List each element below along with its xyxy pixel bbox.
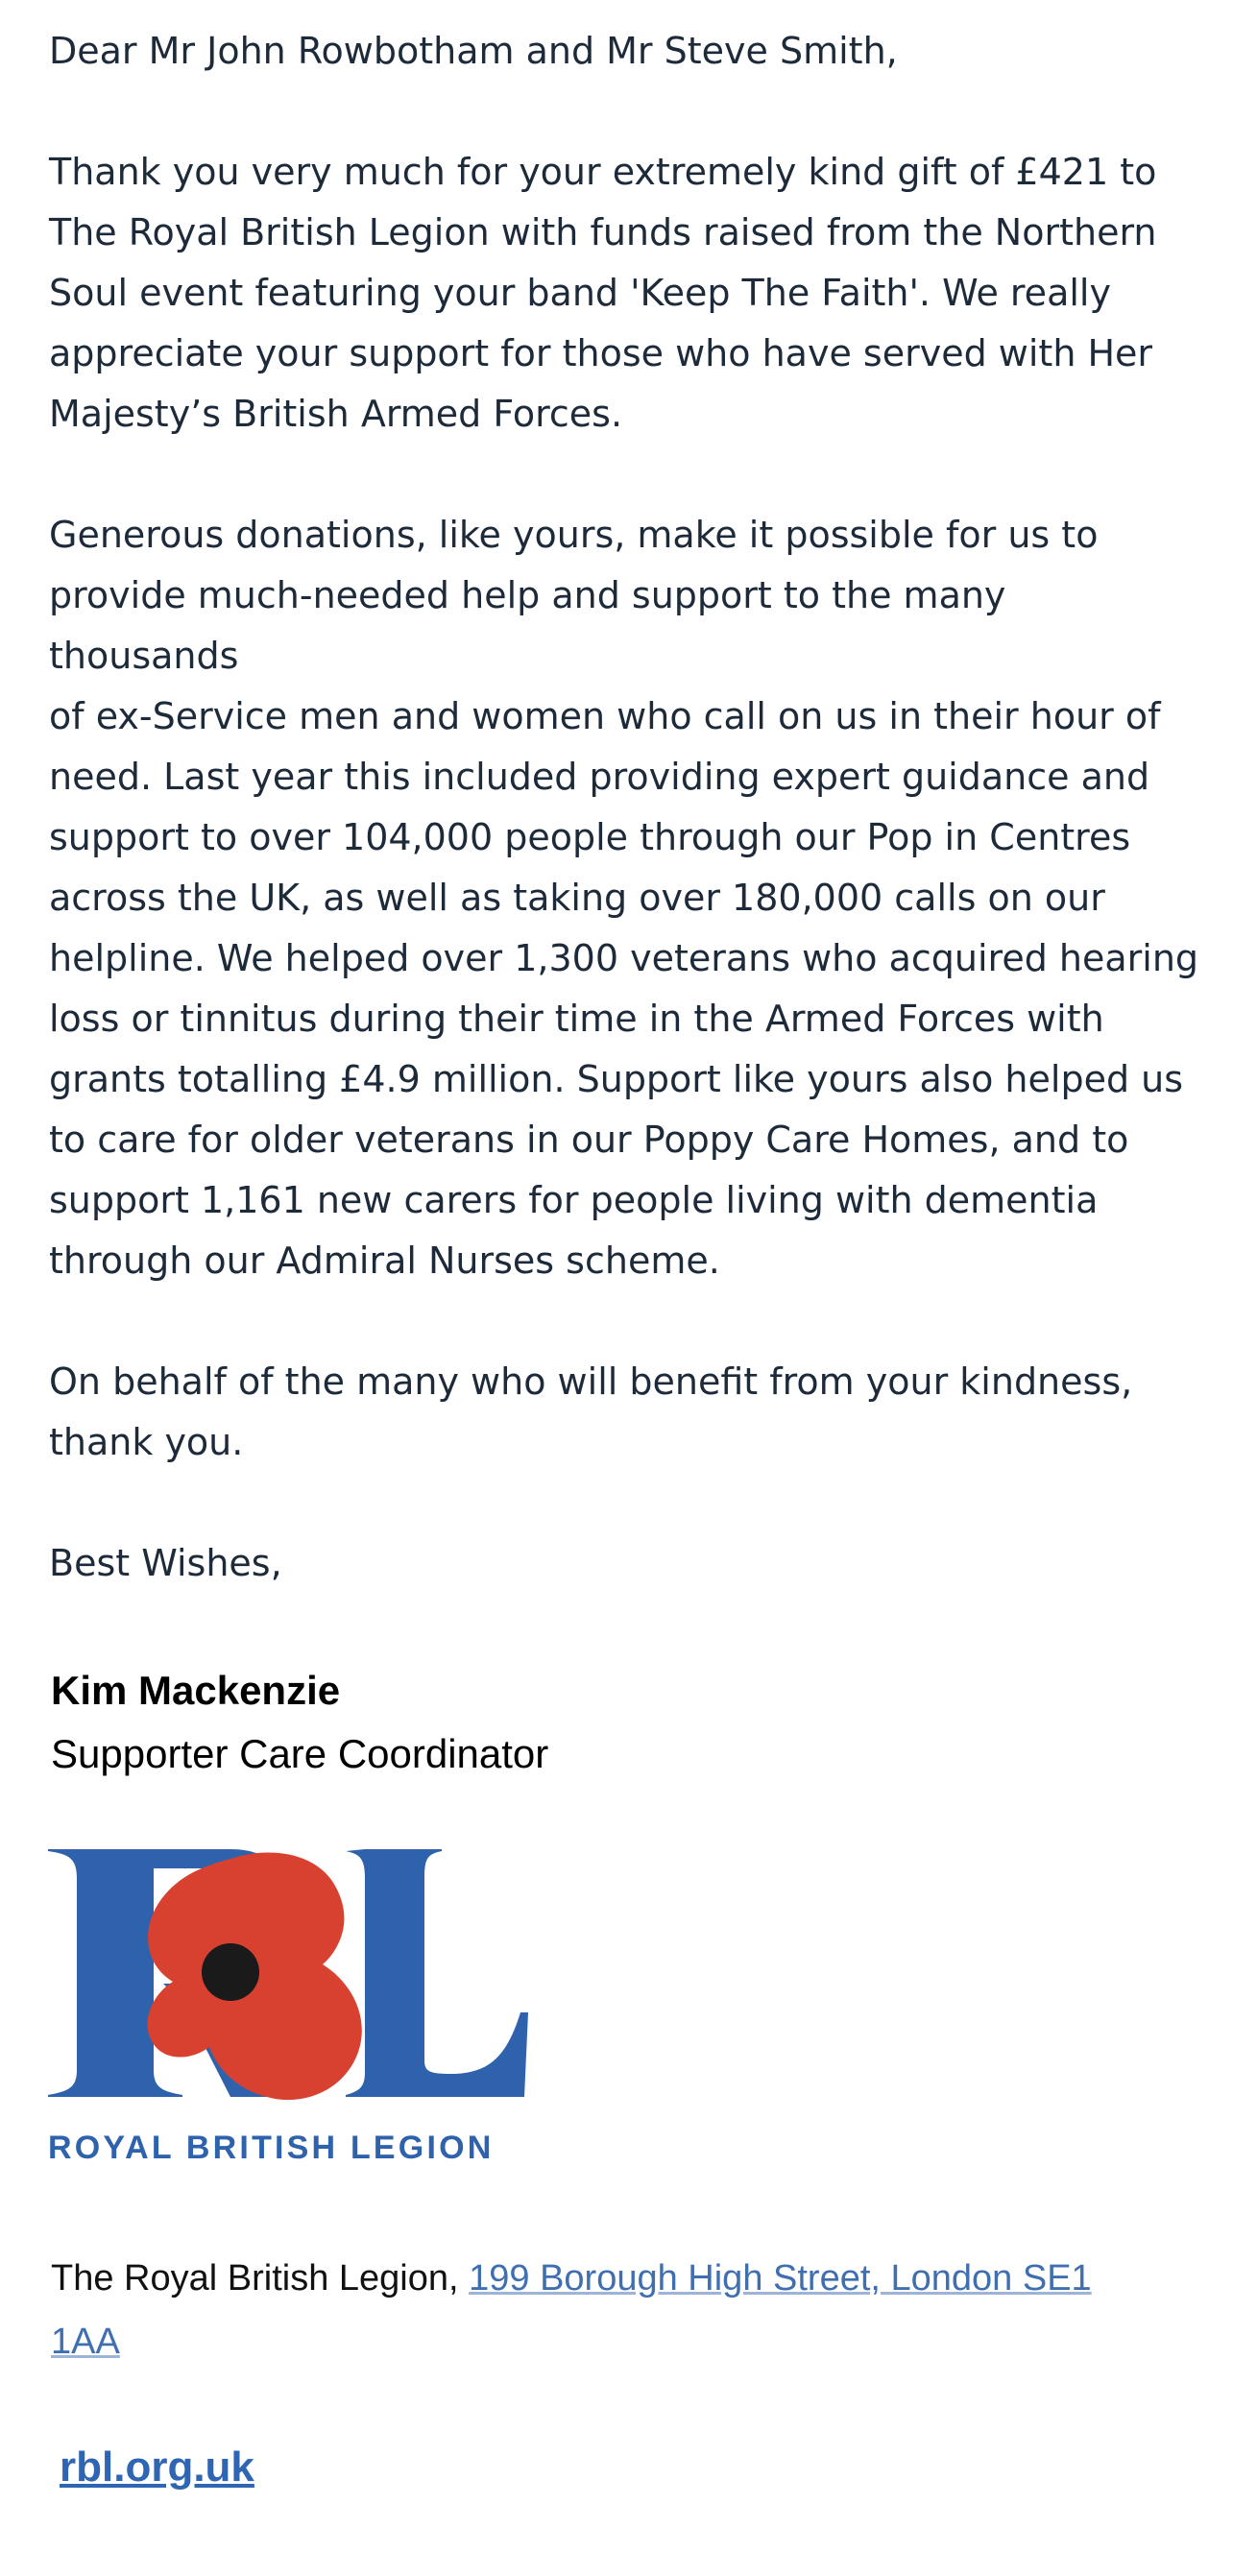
- website-link[interactable]: rbl.org.uk: [60, 2444, 254, 2491]
- rbl-logo: [48, 1849, 528, 2166]
- footer-org-name: The Royal British Legion,: [51, 2258, 470, 2299]
- paragraph-thank-you: On behalf of the many who will benefit from your kindness, thank you.: [49, 1360, 1133, 1463]
- footer-address: [51, 2247, 1165, 2373]
- paragraph-impact: Generous donations, like yours, make it possible for us to provide much-needed help and support to the many thousands of ex-Service men and women who call on us in their hour of need. Last year this included providing expert guidance and support to over 104,000 people through our Pop in Centres across the UK, as well as taking over 180,000 calls on our helpline. We helped over 1,300 veterans who acquired hearing loss or tinnitus during their time in the Armed Forces with grants totalling £4.9 million. Support like yours also helped us to care for older veterans in our Poppy Care Homes, and to support 1,161 new carers for people living with dementia through our Admiral Nurses scheme.: [49, 514, 1199, 1282]
- letter-body: [49, 21, 1201, 1594]
- address-link[interactable]: 199 Borough High Street, London SE1 1AA: [51, 2258, 1092, 2362]
- signature-name: Kim Mackenzie: [51, 1668, 341, 1713]
- logo-wordmark: ROYAL BRITISH LEGION: [48, 2130, 495, 2166]
- logo-poppy-centre: [202, 1943, 259, 2001]
- signature-role: Supporter Care Coordinator: [51, 1731, 549, 1776]
- logo-letter-l: [346, 1849, 528, 2097]
- rbl-logo-graphic: [48, 1849, 528, 2166]
- paragraph-gift-thanks: Thank you very much for your extremely kind gift of £421 to The Royal British Legion with funds raised from the Northern Soul event featuring your band 'Keep The Faith'. We really appreciate your support for those who have served with Her Majesty’s British Armed Forces.: [49, 151, 1157, 435]
- salutation: Dear Mr John Rowbotham and Mr Steve Smith,: [49, 30, 898, 72]
- closing: Best Wishes,: [49, 1542, 282, 1584]
